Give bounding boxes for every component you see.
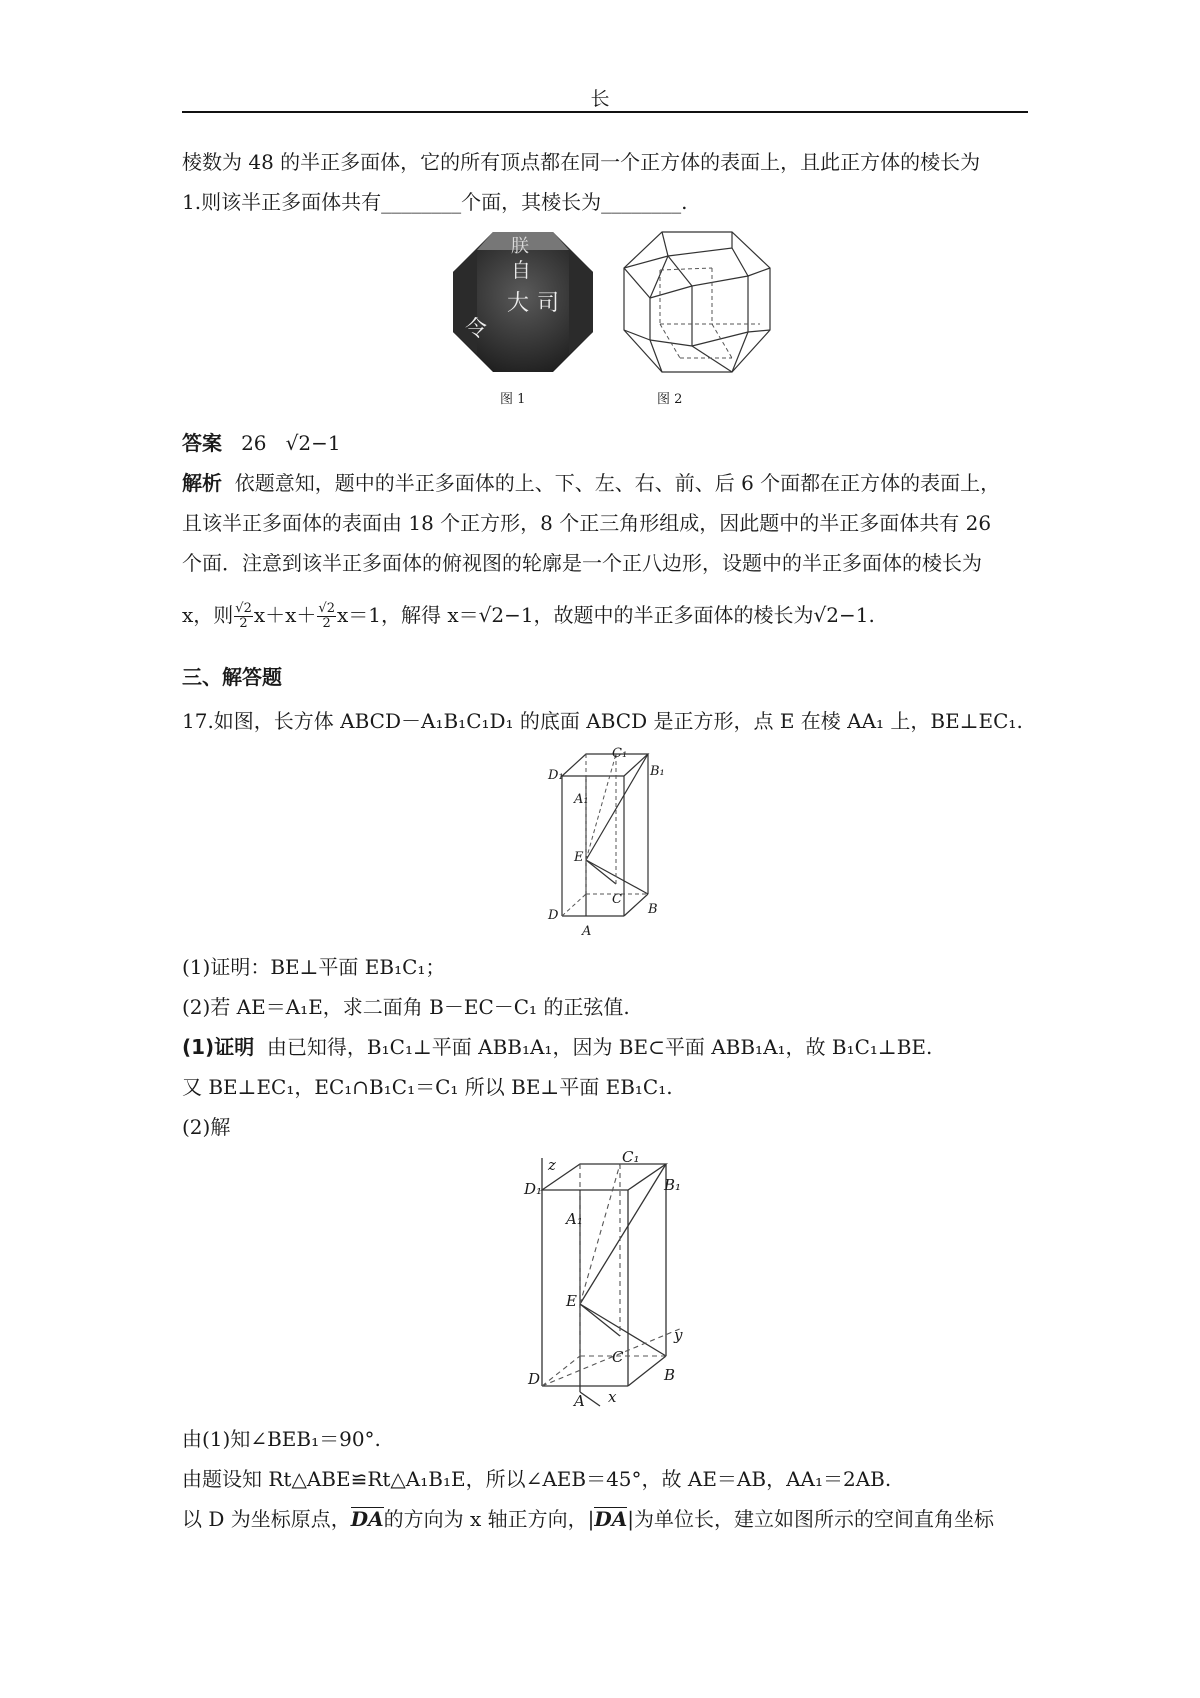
answer-value: 26 xyxy=(241,431,267,455)
problem17-q2: (2)若 AE＝A₁E，求二面角 B－EC－C₁ 的正弦值. xyxy=(182,995,630,1019)
analysis-line4-part-c: x＝1，解得 x＝√2−1，故题中的半正多面体的棱长为√2−1. xyxy=(336,603,875,627)
seal-glyph-3: 大 xyxy=(507,291,530,316)
fig4-label-b1: B₁ xyxy=(664,1176,682,1194)
fig3-label-e: E xyxy=(574,850,584,865)
fig4-label-e: E xyxy=(566,1292,577,1310)
fraction-sqrt2-over-2 xyxy=(234,602,253,631)
seal-glyph-4: 司 xyxy=(537,291,560,316)
answer-label: 答案 xyxy=(182,431,222,455)
analysis-line4 xyxy=(182,600,875,631)
fig4-axis-x: x xyxy=(608,1388,617,1406)
problem16-line1: 棱数为 48 的半正多面体，它的所有顶点都在同一个正方体的表面上，且此正方体的棱长为 xyxy=(182,150,981,174)
header-divider xyxy=(182,111,1028,113)
fig3-label-c: C xyxy=(612,892,622,907)
solve-label: (2)解 xyxy=(182,1115,231,1139)
page-header-title: 长 xyxy=(590,88,610,110)
analysis-text1: 依题意知，题中的半正多面体的上、下、左、右、前、后 6 个面都在正方体的表面上， xyxy=(234,471,1001,495)
seal-glyph-1: 朕 xyxy=(511,236,529,257)
vector-da-magnitude: DA xyxy=(594,1507,628,1531)
fraction-denominator: 2 xyxy=(239,616,248,631)
solution-line3-part-c: |为单位长，建立如图所示的空间直角坐标 xyxy=(627,1507,994,1531)
section-title: 三、解答题 xyxy=(182,665,282,689)
fig3-label-a1: A₁ xyxy=(574,792,589,807)
solution-line3 xyxy=(182,1504,994,1534)
fig3-label-c1: C₁ xyxy=(612,746,628,761)
fig4-axis-y: y xyxy=(674,1326,683,1344)
proof-label: (1)证明 xyxy=(182,1035,255,1059)
fig4-label-a1: A₁ xyxy=(566,1210,583,1228)
solution-line3-part-a: 以 D 为坐标原点， xyxy=(182,1507,351,1531)
fraction-denominator-2: 2 xyxy=(322,616,331,631)
fig4-label-c1: C₁ xyxy=(622,1148,640,1166)
fig4-label-d1: D₁ xyxy=(524,1180,543,1198)
figure2-caption: 图 2 xyxy=(657,392,683,407)
solution-line3-part-b: 的方向为 x 轴正方向，| xyxy=(383,1507,595,1531)
fig4-axis-z: z xyxy=(548,1156,556,1174)
answer-value-2: √2−1 xyxy=(285,431,341,455)
problem17-q1: (1)证明：BE⊥平面 EB₁C₁； xyxy=(182,955,446,979)
problem16-line2: 1.则该半正多面体共有________个面，其棱长为________. xyxy=(182,190,688,214)
figure1-caption: 图 1 xyxy=(500,392,526,407)
solution-line2: 由题设知 Rt△ABE≌Rt△A₁B₁E，所以∠AEB＝45°，故 AE＝AB，AA₁＝2AB. xyxy=(182,1467,892,1491)
proof-text1: 由已知得，B₁C₁⊥平面 ABB₁A₁，因为 BE⊂平面 ABB₁A₁，故 B₁C₁⊥BE. xyxy=(266,1035,933,1059)
analysis-line4-part-b: x＋x＋ xyxy=(253,603,317,627)
fig3-label-d1: D₁ xyxy=(548,768,564,783)
vector-da: DA xyxy=(350,1507,384,1531)
problem17-stem: 17.如图，长方体 ABCD－A₁B₁C₁D₁ 的底面 ABCD 是正方形，点 E 在棱 AA₁ 上，BE⊥EC₁. xyxy=(182,709,1023,733)
analysis-line1 xyxy=(182,468,1000,498)
answer-line xyxy=(182,428,341,458)
solution-line1: 由(1)知∠BEB₁＝90°. xyxy=(182,1427,381,1451)
seal-glyph-2: 自 xyxy=(511,258,531,282)
fig4-label-b: B xyxy=(664,1366,676,1384)
fig4-label-c: C xyxy=(612,1348,624,1366)
figure1-seal-image xyxy=(449,228,597,376)
fig4-label-a: A xyxy=(574,1392,585,1410)
fig3-label-a: A xyxy=(582,924,592,939)
analysis-label: 解析 xyxy=(182,471,222,495)
seal-glyph-5: 令 xyxy=(465,317,488,342)
proof-line1 xyxy=(182,1032,932,1062)
fraction-numerator: √2 xyxy=(235,601,252,616)
figure2-polyhedron-diagram xyxy=(620,228,780,378)
proof-line2: 又 BE⊥EC₁，EC₁∩B₁C₁＝C₁ 所以 BE⊥平面 EB₁C₁. xyxy=(182,1075,673,1099)
analysis-line2: 且该半正多面体的表面由 18 个正方形，8 个正三角形组成，因此题中的半正多面体共有 26 xyxy=(182,511,992,535)
fraction-numerator-2: √2 xyxy=(318,601,335,616)
fig3-label-b: B xyxy=(648,902,658,917)
analysis-line3: 个面．注意到该半正多面体的俯视图的轮廓是一个正八边形，设题中的半正多面体的棱长为 xyxy=(182,551,982,575)
fig3-label-b1: B₁ xyxy=(650,764,665,779)
fraction-sqrt2-over-2-second xyxy=(317,602,336,631)
analysis-line4-part-a: x，则 xyxy=(182,603,234,627)
fig4-label-d: D xyxy=(528,1370,541,1388)
fig3-label-d: D xyxy=(548,908,559,923)
